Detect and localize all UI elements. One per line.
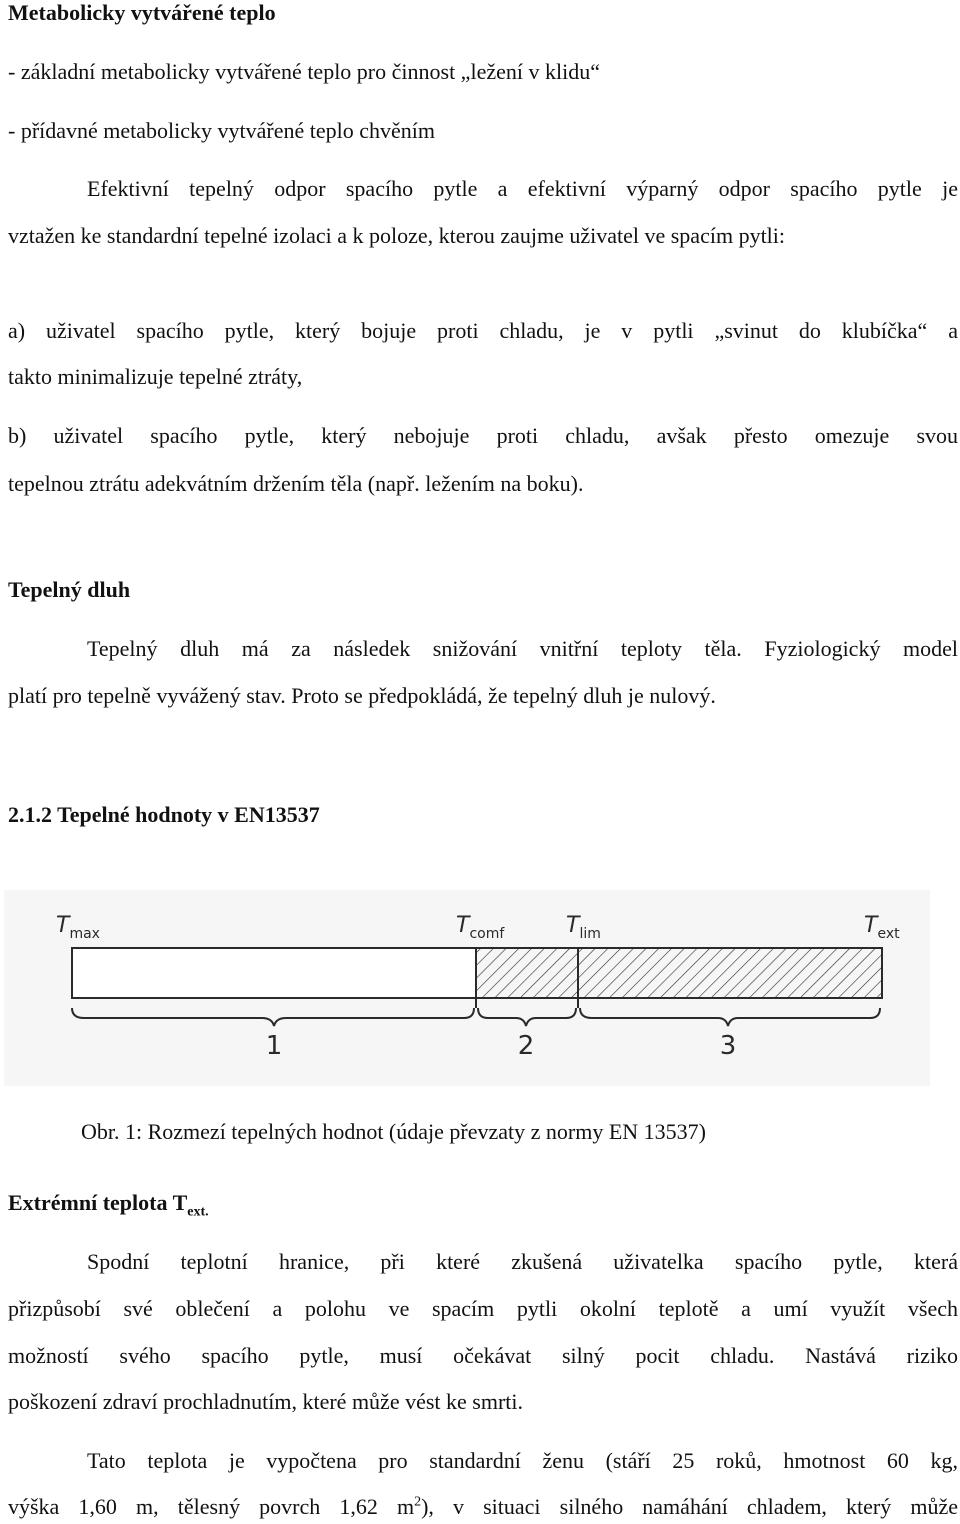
extreme-p1-line-2: přizpůsobí své oblečení a polohu ve spacím pytli okolní teplotě a umí využít všech: [8, 1296, 958, 1321]
list-item-basal-heat: - základní metabolicky vytvářené teplo pro činnost „ležení v klidu“: [8, 59, 600, 84]
extreme-p2-line-2-superscript: 2: [414, 1494, 422, 1510]
brace-range-2: [478, 1008, 576, 1026]
heading-extreme-subscript: ext.: [187, 1204, 209, 1220]
t-lim-label: $T_{lim}$: [566, 913, 601, 942]
extreme-p2-line-2: [8, 1492, 958, 1522]
brace-range-1: [72, 1008, 474, 1026]
paragraph-resistance-line-2: vztažen ke standardní tepelné izolaci a k poloze, kterou zaujme uživatel ve spacím pytli:: [8, 223, 786, 248]
range-number-1: 1: [265, 1031, 283, 1061]
t-max-label: $T_{max}$: [56, 913, 100, 942]
range-bar-segment-3: [578, 948, 882, 998]
extreme-p1-line-3: možností svého spacího pytle, musí očekávat silný pocit chladu. Nastává riziko: [8, 1343, 958, 1368]
item-a-line-2: takto minimalizuje tepelné ztráty,: [8, 364, 303, 389]
heading-heat-debt: Tepelný dluh: [8, 577, 131, 602]
temperature-range-figure: [4, 890, 930, 1086]
extreme-p2-line-2-start: výška 1,60 m, tělesný povrch 1,62 m: [8, 1494, 415, 1519]
range-number-2: 2: [517, 1031, 535, 1061]
paragraph-resistance-line-1: Efektivní tepelný odpor spacího pytle a efektivní výparný odpor spacího pytle je: [87, 176, 958, 201]
range-bar-segment-2: [476, 948, 578, 998]
t-comf-label: $T_{comf}$: [456, 913, 505, 942]
extreme-p2-line-1: Tato teplota je vypočtena pro standardní ženu (stáří 25 roků, hmotnost 60 kg,: [87, 1448, 958, 1473]
figure-caption: Obr. 1: Rozmezí tepelných hodnot (údaje převzaty z normy EN 13537): [81, 1119, 706, 1144]
item-b-line-1: b) uživatel spacího pytle, který nebojuje proti chladu, avšak přesto omezuje svou: [8, 423, 958, 448]
range-number-3: 3: [719, 1031, 737, 1061]
item-b-line-2: tepelnou ztrátu adekvátním držením těla (např. ležením na boku).: [8, 471, 584, 496]
range-bar-segment-1: [72, 948, 476, 998]
heat-debt-line-2: platí pro tepelně vyvážený stav. Proto se předpokládá, že tepelný dluh je nulový.: [8, 683, 716, 708]
item-a-line-1: a) uživatel spacího pytle, který bojuje proti chladu, je v pytli „svinut do klubíčka“ a: [8, 318, 958, 343]
list-item-shivering-heat: - přídavné metabolicky vytvářené teplo chvěním: [8, 118, 436, 143]
heat-debt-line-1: Tepelný dluh má za následek snižování vnitřní teploty těla. Fyziologický model: [87, 636, 958, 661]
brace-range-3: [580, 1008, 880, 1026]
temperature-range-diagram: [4, 890, 930, 1086]
heading-extreme-temperature: [8, 1188, 960, 1218]
heading-extreme-text: Extrémní teplota T: [8, 1190, 188, 1215]
heading-thermal-values: 2.1.2 Tepelné hodnoty v EN13537: [8, 802, 320, 827]
extreme-p2-line-2-end: ), v situaci silného namáhání chladem, který může: [421, 1494, 958, 1519]
extreme-p1-line-1: Spodní teplotní hranice, při které zkušená uživatelka spacího pytle, která: [87, 1249, 958, 1274]
heading-metabolic-heat: Metabolicky vytvářené teplo: [8, 0, 276, 25]
t-ext-label: $T_{ext}$: [864, 913, 900, 942]
extreme-p1-line-4: poškození zdraví prochladnutím, které může vést ke smrti.: [8, 1389, 524, 1414]
